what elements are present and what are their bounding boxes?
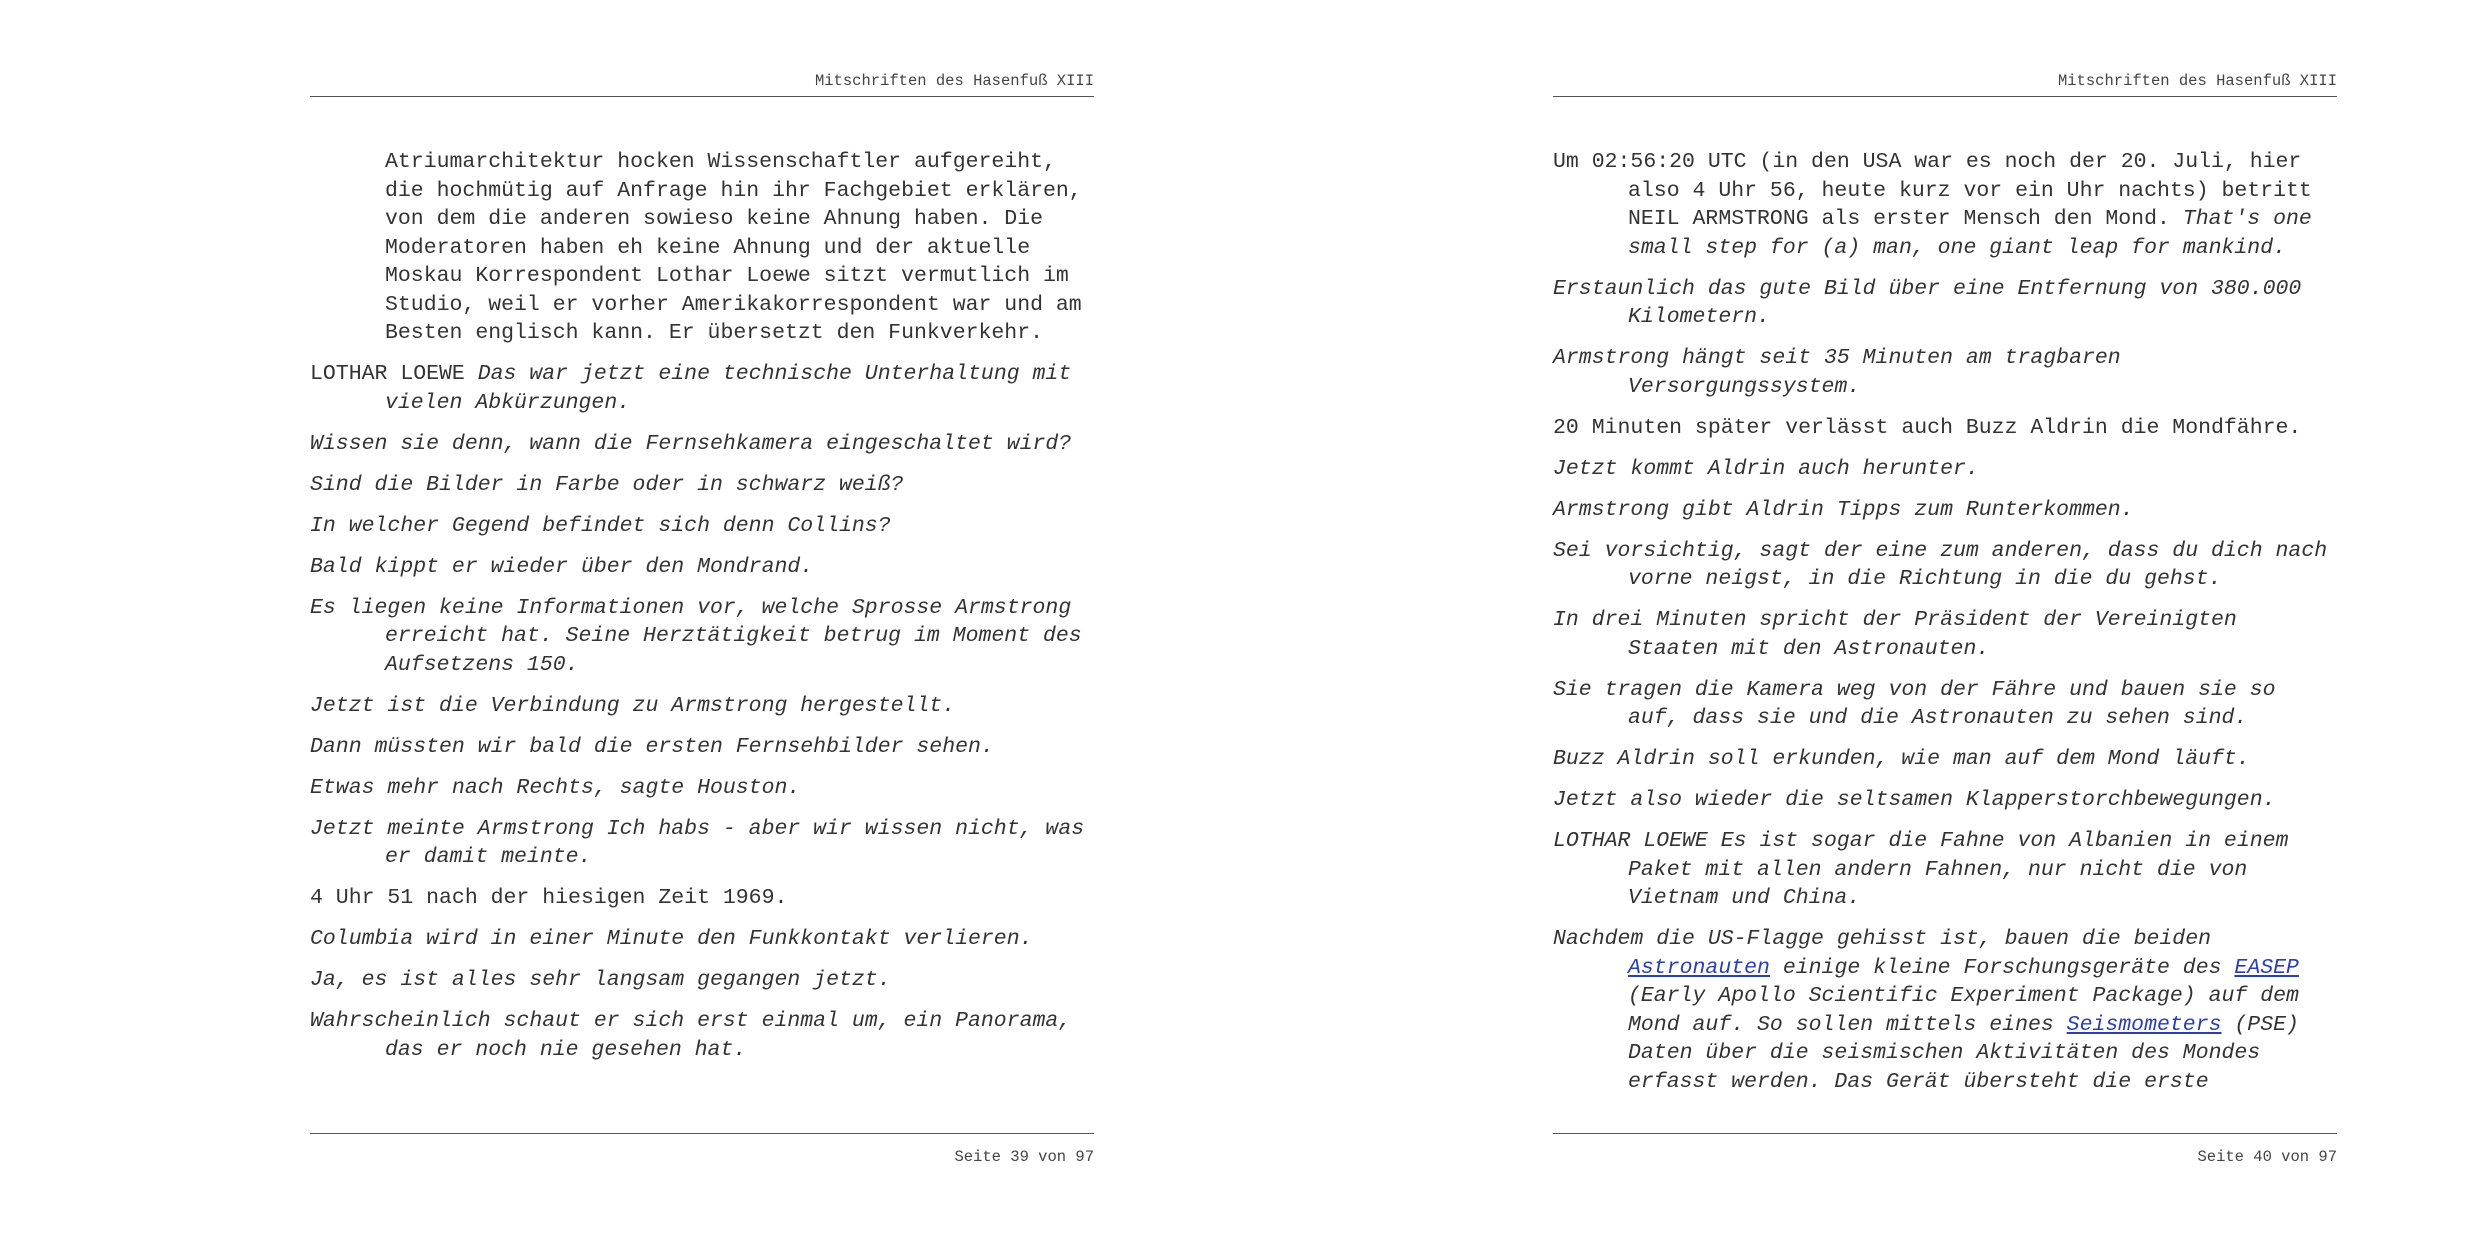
- paragraph: Bald kippt er wieder über den Mondrand.: [310, 554, 814, 579]
- paragraph-text: Nachdem die US-Flagge gehisst ist, bauen die beiden: [1553, 927, 2212, 951]
- link-easep[interactable]: EASEP: [2234, 955, 2299, 980]
- page-footer: Seite 40 von 97: [2197, 1148, 2337, 1166]
- paragraph: Es liegen keine Informationen vor, welche Sprosse Armstrong erreicht hat. Seine Herztätigkeit betrug im Moment des Aufsetzens 150.: [310, 595, 1082, 677]
- paragraph: Jetzt kommt Aldrin auch herunter.: [1553, 456, 1979, 481]
- paragraph: Buzz Aldrin soll erkunden, wie man auf dem Mond läuft.: [1553, 747, 2250, 771]
- paragraph: Atriumarchitektur hocken Wissenschaftler aufgereiht, die hochmütig auf Anfrage hin ihr Fachgebiet erklären, von dem die anderen sowieso keine Ahnung haben. Die Moderatoren haben eh keine Ahnung und der aktuelle Moskau Korrespondent Lothar Loewe sitzt vermutlich im Studio, weil er vorher Amerikakorrespondent war und am Besten englisch kann. Er übersetzt den Funkverkehr.: [385, 150, 1082, 345]
- paragraph-text: einige kleine Forschungsgeräte des: [1769, 955, 2235, 980]
- paragraph: [1553, 148, 2337, 262]
- header-rule: [310, 96, 1094, 97]
- footer-rule: [310, 1133, 1094, 1134]
- paragraph: Columbia wird in einer Minute den Funkkontakt verlieren.: [310, 927, 1033, 951]
- paragraph: Armstrong gibt Aldrin Tipps zum Runterkommen.: [1553, 497, 2134, 522]
- paragraph: Sie tragen die Kamera weg von der Fähre und bauen sie so auf, dass sie und die Astronauten zu sehen sind.: [1553, 677, 2276, 730]
- footer-rule: [1553, 1133, 2337, 1134]
- paragraph: Jetzt also wieder die seltsamen Klapperstorchbewegungen.: [1553, 788, 2276, 812]
- page-header: Mitschriften des Hasenfuß XIII: [814, 72, 1094, 90]
- paragraph: Wahrscheinlich schaut er sich erst einmal um, ein Panorama, das er noch nie gesehen hat.: [310, 1009, 1072, 1062]
- paragraph: Dann müssten wir bald die ersten Fernsehbilder sehen.: [310, 734, 994, 759]
- paragraph-text: Um 02:56:20 UTC (in den USA war es noch der 20. Juli, hier also 4 Uhr 56, heute kurz vor ein Uhr nachts) betritt NEIL ARMSTRONG als erster Mensch den Mond.: [1553, 150, 2312, 231]
- paragraph: In welcher Gegend befindet sich denn Collins?: [310, 513, 891, 538]
- right-page: [1553, 0, 2337, 1240]
- paragraph: In drei Minuten spricht der Präsident der Vereinigten Staaten mit den Astronauten.: [1553, 608, 2237, 661]
- paragraph: Jetzt ist die Verbindung zu Armstrong hergestellt.: [310, 693, 956, 718]
- page-header: Mitschriften des Hasenfuß XIII: [2057, 72, 2337, 90]
- paragraph: Sind die Bilder in Farbe oder in schwarz weiß?: [310, 472, 904, 497]
- paragraph: Etwas mehr nach Rechts, sagte Houston.: [310, 775, 801, 800]
- paragraph-text: (Early Apollo Scientific Experiment Package) auf dem Mond auf. So sollen mittels eines: [1628, 984, 2299, 1037]
- paragraph-text: (PSE) Daten über die seismischen Aktivitäten des Mondes erfasst werden. Das Gerät übersteht die erste: [1628, 1012, 2299, 1094]
- header-rule: [1553, 96, 2337, 97]
- link-astronauten[interactable]: Astronauten: [1628, 955, 1770, 980]
- paragraph: [1553, 925, 2337, 1096]
- paragraph: Ja, es ist alles sehr langsam gegangen jetzt.: [310, 968, 891, 992]
- paragraph: 20 Minuten später verlässt auch Buzz Aldrin die Mondfähre.: [1553, 415, 2302, 440]
- quote-text: That's one small step for (a) man, one giant leap for mankind.: [1628, 207, 2312, 260]
- page-content: [310, 148, 1094, 1077]
- paragraph-speaker: [1553, 827, 2337, 913]
- paragraph: Armstrong hängt seit 35 Minuten am tragbaren Versorgungssystem.: [1553, 346, 2121, 399]
- left-page: [310, 0, 1094, 1240]
- speaker-name: LOTHAR LOEWE: [310, 362, 478, 386]
- paragraph: Jetzt meinte Armstrong Ich habs - aber wir wissen nicht, was er damit meinte.: [310, 816, 1085, 869]
- speaker-text: Das war jetzt eine technische Unterhaltung mit vielen Abkürzungen.: [385, 362, 1072, 415]
- speaker-text: Es ist sogar die Fahne von Albanien in einem Paket mit allen andern Fahnen, nur nicht die von Vietnam und China.: [1628, 829, 2289, 910]
- link-seismometers[interactable]: Seismometers: [2066, 1012, 2222, 1037]
- paragraph-speaker: [310, 360, 1094, 417]
- page-footer: Seite 39 von 97: [954, 1148, 1094, 1166]
- paragraph: Erstaunlich das gute Bild über eine Entfernung von 380.000 Kilometern.: [1553, 276, 2302, 329]
- page-content: [1553, 148, 2337, 1109]
- paragraph: Wissen sie denn, wann die Fernsehkamera eingeschaltet wird?: [310, 431, 1072, 456]
- paragraph: 4 Uhr 51 nach der hiesigen Zeit 1969.: [310, 886, 788, 910]
- paragraph: Sei vorsichtig, sagt der eine zum anderen, dass du dich nach vorne neigst, in die Richtung in die du gehst.: [1553, 538, 2328, 591]
- speaker-name: LOTHAR LOEWE: [1553, 829, 1721, 853]
